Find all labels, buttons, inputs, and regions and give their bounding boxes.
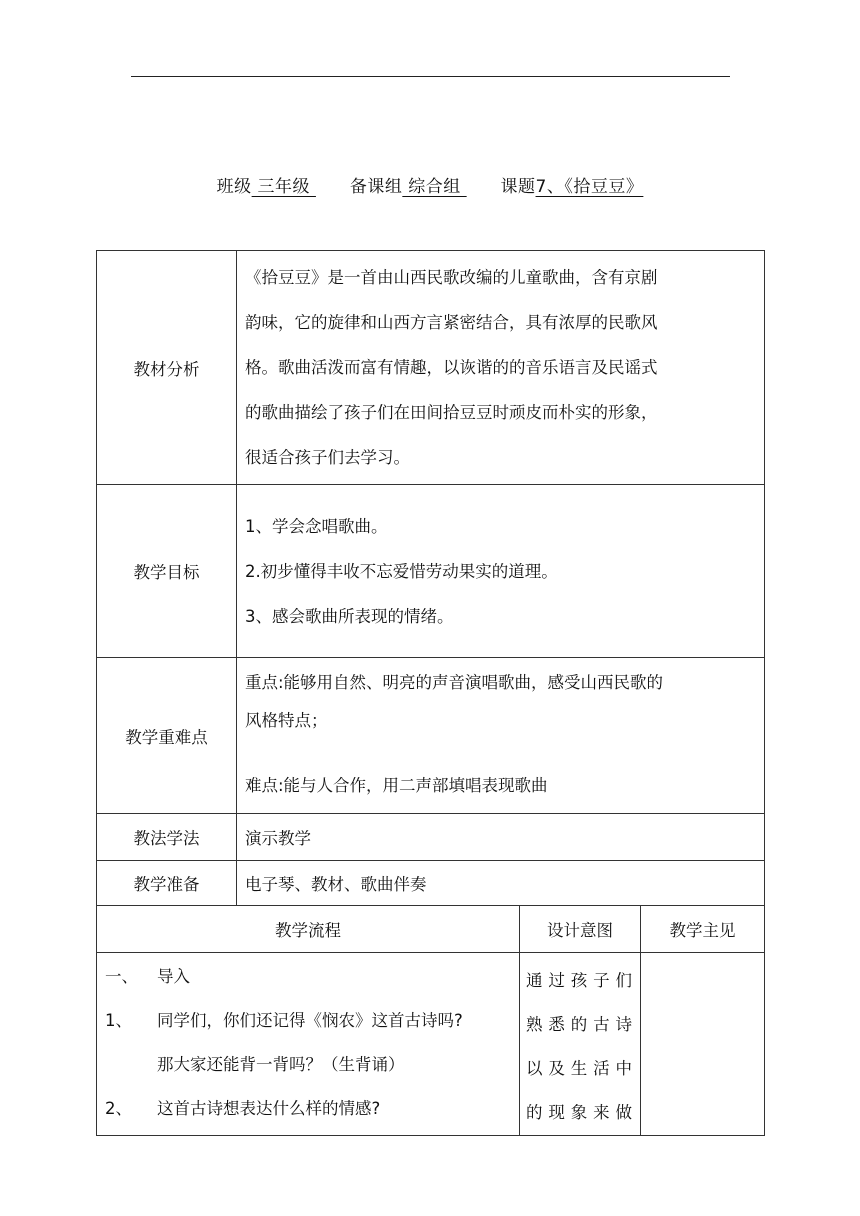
design-line: 通过孩子们 [526, 971, 634, 990]
analysis-line: 韵味，它的旋律和山西方言紧密结合，具有浓厚的民歌风 [245, 313, 658, 332]
key-points-row [97, 658, 765, 814]
flow-item-number: 2、 [105, 1099, 132, 1118]
flow-process-header: 教学流程 [97, 906, 520, 953]
analysis-line: 很适合孩子们去学习。 [245, 448, 410, 467]
flow-design-header: 设计意图 [520, 906, 641, 953]
goal-line: 1、学会念唱歌曲。 [245, 516, 388, 536]
design-line: 的现象来做 [526, 1103, 634, 1122]
flow-process-cell [97, 953, 520, 1136]
flow-item-text: 同学们，你们还记得《悯农》这首古诗吗? [157, 1011, 463, 1030]
class-label: 班级 [216, 177, 252, 197]
method-value: 演示教学 [237, 814, 765, 861]
analysis-line: 《拾豆豆》是一首由山西民歌改编的儿童歌曲，含有京剧 [245, 268, 658, 287]
flow-body-row [97, 953, 765, 1136]
flow-item [97, 1087, 519, 1131]
flow-item-text: 那大家还能背一背吗？（生背诵） [157, 1055, 405, 1074]
analysis-content [237, 251, 765, 485]
design-line: 熟悉的古诗 [526, 1015, 634, 1034]
flow-item-number: 1、 [105, 1011, 132, 1030]
analysis-row [97, 251, 765, 485]
method-label: 教法学法 [97, 814, 237, 861]
method-row [97, 814, 765, 861]
prep-label: 教学准备 [97, 861, 237, 906]
header-rule [131, 76, 730, 77]
flow-item-number: 一、 [105, 967, 138, 986]
goal-line: 2.初步懂得丰收不忘爱惜劳动果实的道理。 [245, 561, 558, 581]
flow-header-row [97, 906, 765, 953]
goals-content [237, 485, 765, 658]
flow-item [97, 999, 519, 1043]
key-point-line: 重点:能够用自然、明亮的声音演唱歌曲，感受山西民歌的 [245, 672, 664, 692]
flow-item [97, 955, 519, 999]
analysis-line: 的歌曲描绘了孩子们在田间拾豆豆时顽皮而朴实的形象， [245, 403, 658, 422]
group-label: 备课组 [349, 177, 403, 197]
analysis-label: 教材分析 [97, 251, 237, 485]
prep-row [97, 861, 765, 906]
flow-item-number [97, 1043, 157, 1087]
group-value: 综合组 [402, 177, 467, 197]
key-point-line [245, 740, 756, 764]
topic-label: 课题 [500, 177, 536, 197]
prep-value: 电子琴、教材、歌曲伴奏 [237, 861, 765, 906]
flow-item-text: 这首古诗想表达什么样的情感? [157, 1099, 381, 1118]
analysis-line: 格。歌曲活泼而富有情趣，以诙谐的的音乐语言及民谣式 [245, 358, 658, 377]
topic-value: 7、《拾豆豆》 [535, 177, 644, 197]
goals-row [97, 485, 765, 658]
key-points-content [237, 658, 765, 814]
design-line: 以及生活中 [526, 1059, 634, 1078]
flow-design-cell [520, 953, 641, 1136]
class-value: 三年级 [251, 177, 316, 197]
flow-item [97, 1043, 519, 1087]
key-points-label: 教学重难点 [97, 658, 237, 814]
goals-label: 教学目标 [97, 485, 237, 658]
key-point-line: 风格特点； [245, 710, 328, 730]
key-point-line: 难点:能与人合作，用二声部填唱表现歌曲 [245, 775, 548, 795]
flow-item-text: 导入 [157, 967, 190, 986]
flow-notes-header: 教学主见 [641, 906, 765, 953]
lesson-header [0, 172, 860, 197]
lesson-plan-table [96, 250, 765, 1136]
goal-line: 3、感会歌曲所表现的情绪。 [245, 606, 454, 626]
flow-notes-cell [641, 953, 765, 1136]
